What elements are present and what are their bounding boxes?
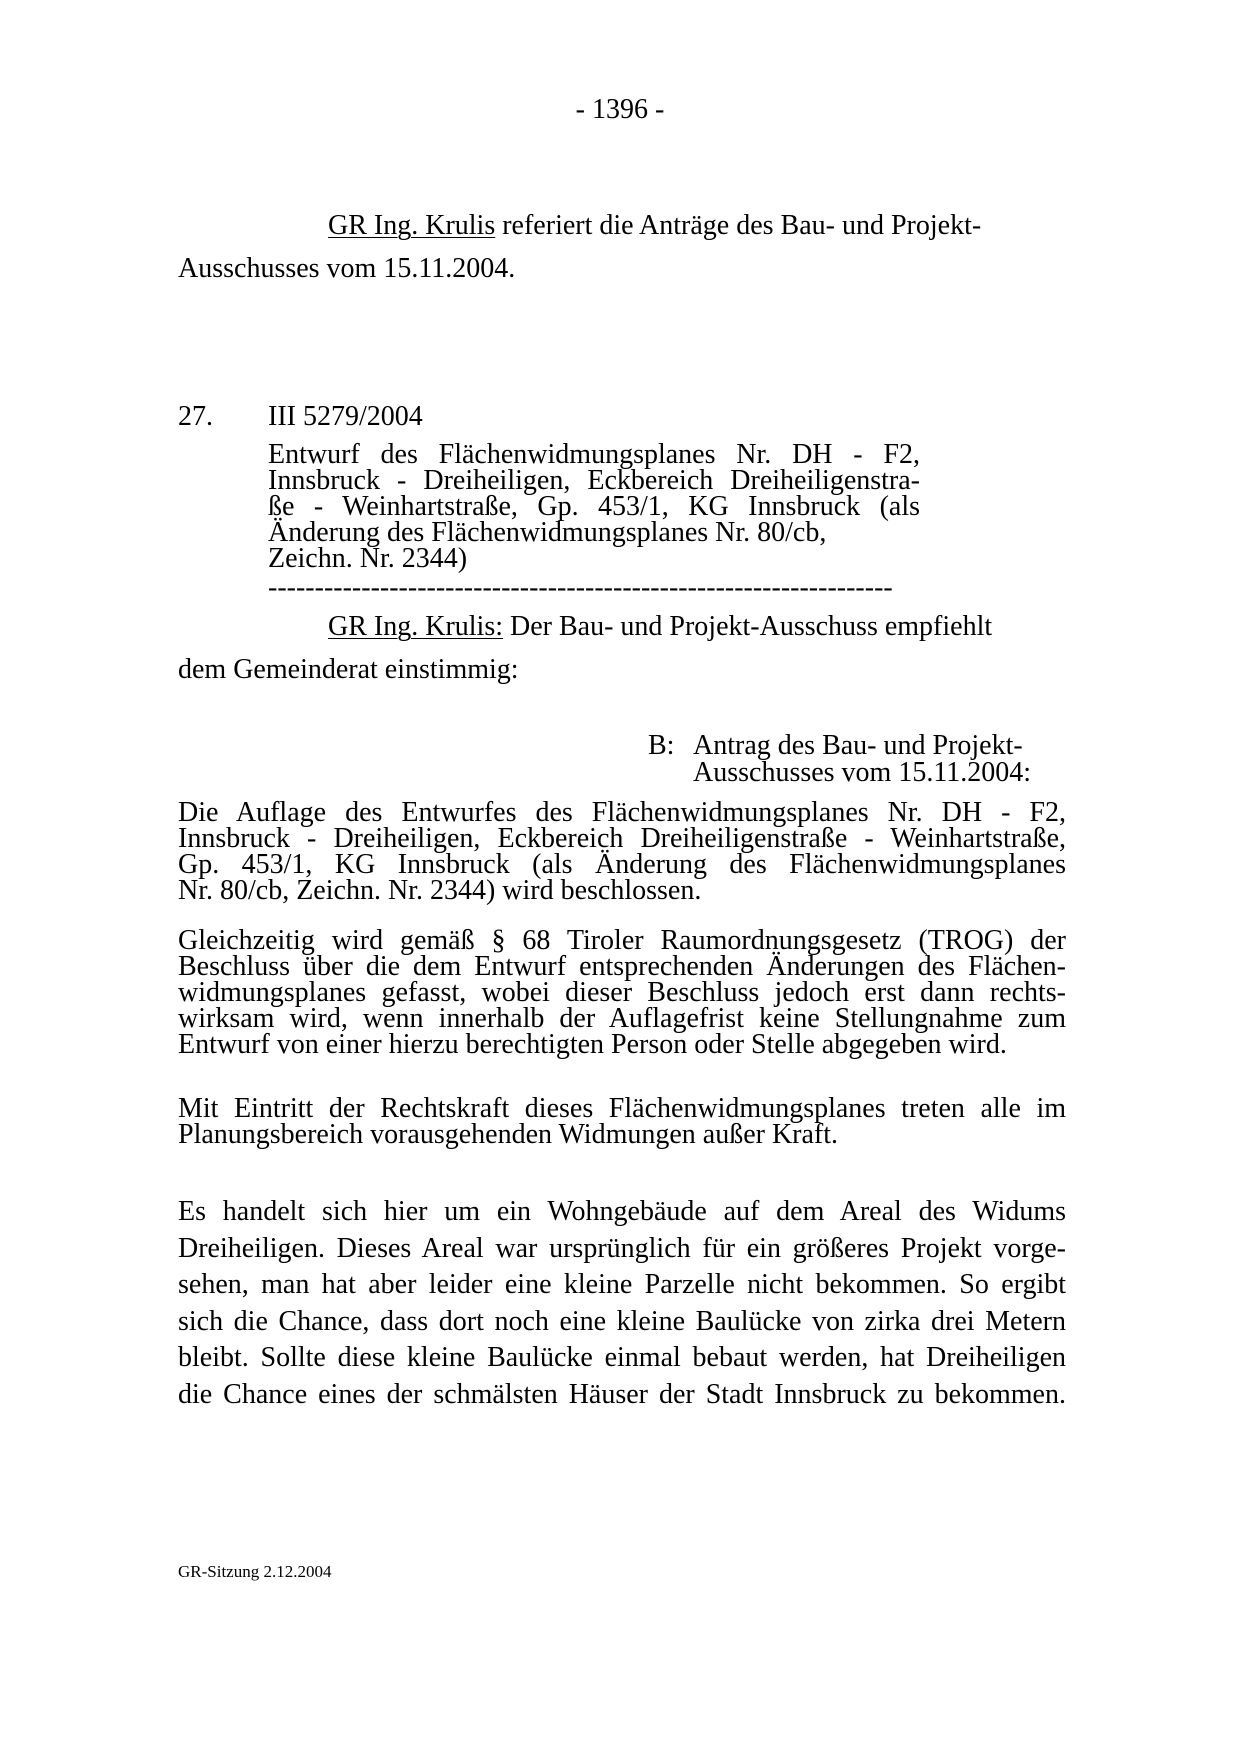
separator-line: -------------------------------------------------------------------	[268, 574, 893, 602]
item-title-line: Innsbruck - Dreiheiligen, Eckbereich Dreiheiligenstra-	[268, 465, 920, 496]
paragraph-line: Gp. 453/1, KG Innsbruck (als Änderung des Flächenwidmungsplanes	[178, 849, 1066, 880]
item-title-line: ße - Weinhartstraße, Gp. 453/1, KG Innsbruck (als	[268, 491, 920, 522]
statement-line: bleibt. Sollte diese kleine Baulücke einmal bebaut werden, hat Dreiheiligen	[178, 1342, 1066, 1373]
recommendation-line-1	[328, 613, 992, 641]
item-title-line: Entwurf des Flächenwidmungsplanes Nr. DH - F2,	[268, 439, 920, 470]
statement-line: die Chance eines der schmälsten Häuser der Stadt Innsbruck zu bekommen.	[178, 1378, 1066, 1410]
paragraph-line: Gleichzeitig wird gemäß § 68 Tiroler Raumordnungsgesetz (TROG) der	[178, 925, 1066, 956]
paragraph-line: Die Auflage des Entwurfes des Flächenwidmungsplanes Nr. DH - F2,	[178, 797, 1066, 828]
intro-line-2: Ausschusses vom 15.11.2004.	[178, 253, 516, 284]
statement-line: sehen, man hat aber leider eine kleine Parzelle nicht bekommen. So ergibt	[178, 1269, 1066, 1300]
motion-label: B:	[648, 730, 675, 761]
item-title-line: Änderung des Flächenwidmungsplanes Nr. 80/cb,	[268, 517, 827, 548]
statement-line: sich die Chance, dass dort noch eine kleine Baulücke von zirka drei Metern	[178, 1305, 1066, 1337]
item-title-line: Zeichn. Nr. 2344)	[268, 543, 468, 574]
intro-text: referiert die Anträge des Bau- und Projekt-	[495, 210, 982, 241]
speaker-name: GR Ing. Krulis:	[328, 611, 503, 642]
speaker-name: GR Ing. Krulis	[328, 210, 496, 241]
statement-line: Es handelt sich hier um ein Wohngebäude auf dem Areal des Widums	[178, 1196, 1066, 1227]
statement-paragraph	[178, 1194, 1066, 1413]
motion-title-line-2: Ausschusses vom 15.11.2004:	[693, 757, 1032, 788]
recommendation-line-2: dem Gemeinderat einstimmig:	[178, 654, 519, 685]
paragraph-line: Planungsbereich vorausgehenden Widmungen außer Kraft.	[178, 1119, 839, 1150]
item-title	[268, 439, 920, 574]
paragraph-line: Nr. 80/cb, Zeichn. Nr. 2344) wird beschlossen.	[178, 875, 702, 906]
resolution-paragraph	[178, 925, 1066, 1060]
paragraph-line: widmungsplanes gefasst, wobei dieser Beschluss jedoch erst dann rechts-	[178, 977, 1066, 1008]
page-number: - 1396 -	[575, 94, 665, 125]
intro-line-1	[328, 212, 981, 240]
paragraph-line: Beschluss über die dem Entwurf entsprechenden Änderungen des Flächen-	[178, 951, 1066, 982]
resolution-paragraph	[178, 797, 1066, 906]
paragraph-line: Innsbruck - Dreiheiligen, Eckbereich Dreiheiligenstraße - Weinhartstraße,	[178, 823, 1066, 854]
paragraph-line: Mit Eintritt der Rechtskraft dieses Flächenwidmungsplanes treten alle im	[178, 1093, 1066, 1124]
recommendation-text: Der Bau- und Projekt-Ausschuss empfiehlt	[503, 611, 993, 642]
footer-session: GR-Sitzung 2.12.2004	[178, 1562, 332, 1581]
resolution-paragraph	[178, 1093, 1066, 1150]
paragraph-line: Entwurf von einer hierzu berechtigten Person oder Stelle abgegeben wird.	[178, 1029, 1007, 1060]
motion-title-line-1: Antrag des Bau- und Projekt-	[693, 730, 1023, 761]
statement-line: Dreiheiligen. Dieses Areal war ursprünglich für ein größeres Projekt vorge-	[178, 1232, 1066, 1264]
item-number: 27.	[178, 401, 213, 432]
item-reference: III 5279/2004	[268, 401, 423, 432]
paragraph-line: wirksam wird, wenn innerhalb der Auflagefrist keine Stellungnahme zum	[178, 1003, 1066, 1034]
